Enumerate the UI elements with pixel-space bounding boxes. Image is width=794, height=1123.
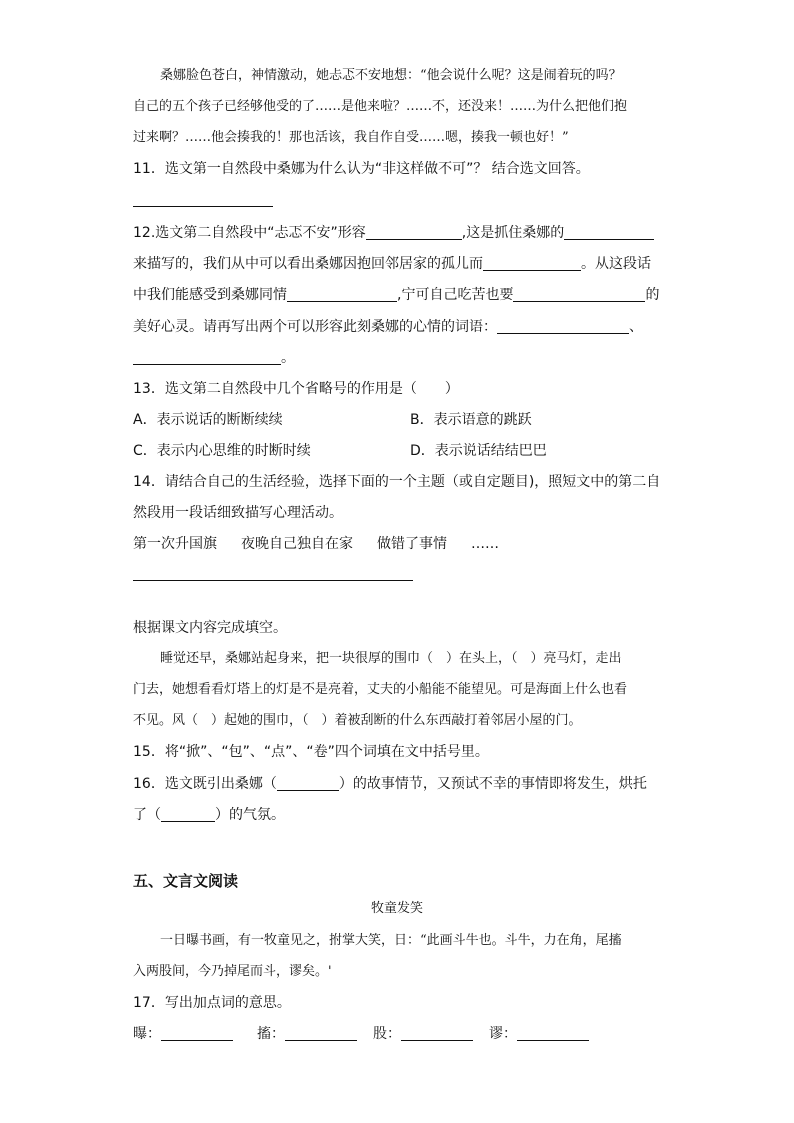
q17-label: 曝： [133,1026,161,1042]
option-c[interactable]: C．表示内心思维的时断时续 [133,443,311,459]
instruction: 根据课文内容完成填空。 [133,620,287,636]
question-13: 13．选文第二自然段中几个省略号的作用是（ ） [133,381,459,397]
answer-blank[interactable] [564,225,654,240]
passage-line: 睡觉还早，桑娜站起身来，把一块很厚的围巾（ ）在头上，（ ）亮马灯，走出 [160,651,622,666]
option-d[interactable]: D．表示说话结结巴巴 [410,443,547,459]
q17-label: 股： [373,1026,401,1042]
section-heading: 五、文言文阅读 [133,872,239,890]
q17-label: 搐： [257,1026,285,1042]
question-16-line-2: 了（ ）的气氛。 [133,807,285,823]
question-14-line-1: 14．请结合自己的生活经验，选择下面的一个主题（或自定题目)，照短文中的第二自 [133,474,661,490]
question-16-line-1: 16．选文既引出桑娜（ ）的故事情节，又预试不幸的事情即将发生，烘托 [133,776,647,792]
option-b[interactable]: B．表示语意的跳跃 [410,412,532,428]
classical-title: 牧童发笑 [370,901,423,916]
passage-line: 门去，她想看看灯塔上的灯是不是亮着，丈夫的小船能不能望见。可是海面上什么也看 [133,682,628,697]
passage-line: 一日曝书画，有一牧童见之，拊掌大笑，日：“此画斗牛也。斗牛，力在角，尾搐 [160,933,622,948]
answer-blank[interactable] [517,1026,589,1041]
passage-line: 桑娜脸色苍白，神情激动，她忐忑不安地想：“他会说什么呢？这是闹着玩的吗？ [160,68,622,83]
answer-blank[interactable] [497,319,629,334]
topic-item: …… [471,536,499,552]
answer-line[interactable] [133,580,413,581]
answer-line[interactable] [133,206,273,207]
passage-line: 不见。风（ ）起她的围巾，（ ）着被刮断的什么东西敲打着邻居小屋的门。 [133,713,582,728]
topic-list [133,535,523,553]
topic-item[interactable]: 做错了事情 [377,536,447,552]
answer-blank[interactable] [161,807,215,822]
answer-blank[interactable] [513,287,645,302]
question-12-line-5: 。 [133,349,295,367]
answer-blank[interactable] [285,1026,357,1041]
question-12-line-4: 美好心灵。请再写出两个可以形容此刻桑娜的心情的词语： 、 [133,319,643,335]
question-12-line-2: 来描写的，我们从中可以看出桑娜因抱回邻居家的孤儿而 。从这段话 [133,256,651,272]
question-12-line-3: 中我们能感受到桑娜同情 ,宁可自己吃苦也要 的 [133,287,660,303]
topic-item[interactable]: 夜晚自己独自在家 [241,536,353,552]
topic-item[interactable]: 第一次升国旗 [133,536,217,552]
question-17: 17．写出加点词的意思。 [133,995,291,1011]
passage-line: 自己的五个孩子已经够他受的了……是他来啦？……不，还没来！……为什么把他们抱 [133,99,628,114]
answer-blank[interactable] [401,1026,473,1041]
answer-blank[interactable] [277,776,339,791]
answer-blank[interactable] [287,287,397,302]
question-12-line-1: 12.选文第二自然段中“忐忑不安”形容 ,这是抓住桑娜的 [133,224,654,242]
answer-blank[interactable] [483,256,581,271]
question-11: 11．选文第一自然段中桑娜为什么认为“非这样做不可”？ 结合选文回答。 [133,161,590,177]
question-14-line-2: 然段用一段话细致描写心理活动。 [133,505,343,521]
answer-blank[interactable] [161,1026,233,1041]
answer-blank[interactable] [133,350,281,365]
passage-line: 过来啊？……他会揍我的！那也活该，我自作自受……嗯，揍我一顿也好！” [133,130,569,145]
q17-label: 谬： [489,1026,517,1042]
question-15: 15．将“掀”、“包”、“点”、“卷”四个词填在文中括号里。 [133,744,489,760]
answer-blank[interactable] [366,225,462,240]
option-a[interactable]: A．表示说话的断断续续 [133,412,283,428]
q17-answers [133,1025,589,1043]
passage-line: 入两股间，今乃掉尾而斗，谬矣。' [133,964,332,979]
